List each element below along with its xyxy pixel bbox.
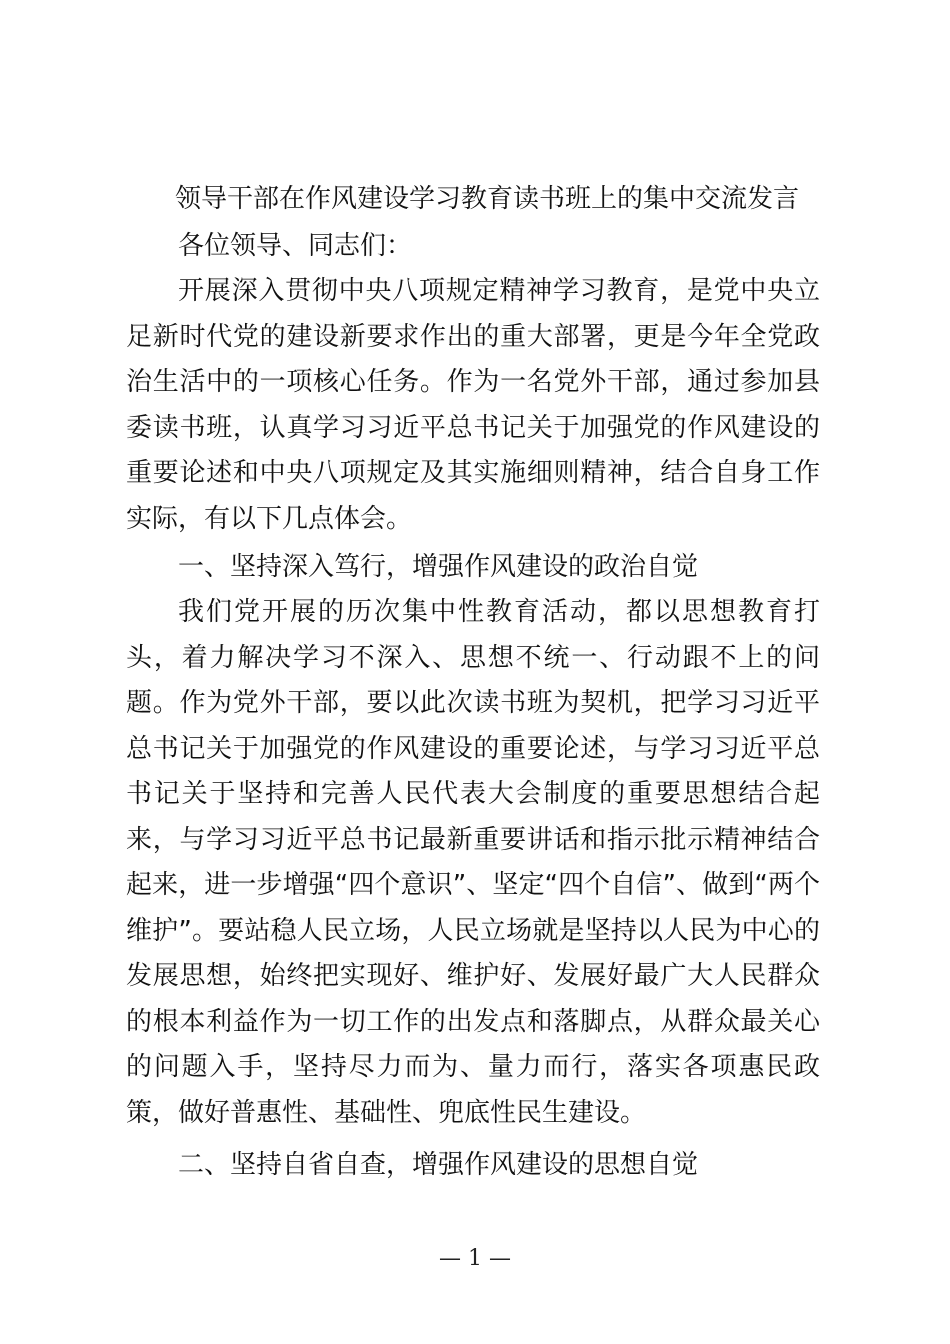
intro-paragraph: 开展深入贯彻中央八项规定精神学习教育，是党中央立足新时代党的建设新要求作出的重大部署，更是今年全党政治生活中的一项核心任务。作为一名党外干部，通过参加县委读书班，认真学习习近平总书记关于加强党的作风建设的重要论述和中央八项规定及其实施细则精神，结合自身工作实际，有以下几点体会。	[126, 276, 820, 534]
greeting: 各位领导、同志们：	[178, 231, 413, 261]
document-body	[126, 176, 820, 1188]
document-title: 领导干部在作风建设学习教育读书班上的集中交流发言	[175, 184, 800, 214]
page-number: — 1 —	[439, 1246, 511, 1271]
section-1-paragraph: 我们党开展的历次集中性教育活动，都以思想教育打头，着力解决学习不深入、思想不统一、行动跟不上的问题。作为党外干部，要以此次读书班为契机，把学习习近平总书记关于加强党的作风建设的重要论述，与学习习近平总书记关于坚持和完善人民代表大会制度的重要思想结合起来，与学习习近平总书记最新重要讲话和指示批示精神结合起来，进一步增强“四个意识”、坚定“四个自信”、做到“两个维护”。要站稳人民立场，人民立场就是坚持以人民为中心的发展思想，始终把实现好、维护好、发展好最广大人民群众的根本利益作为一切工作的出发点和落脚点，从群众最关心的问题入手，坚持尽力而为、量力而行，落实各项惠民政策，做好普惠性、基础性、兜底性民生建设。	[126, 597, 820, 1128]
section-heading-1: 一、坚持深入笃行，增强作风建设的政治自觉	[178, 552, 699, 582]
section-heading-2: 二、坚持自省自查，增强作风建设的思想自觉	[178, 1150, 699, 1180]
